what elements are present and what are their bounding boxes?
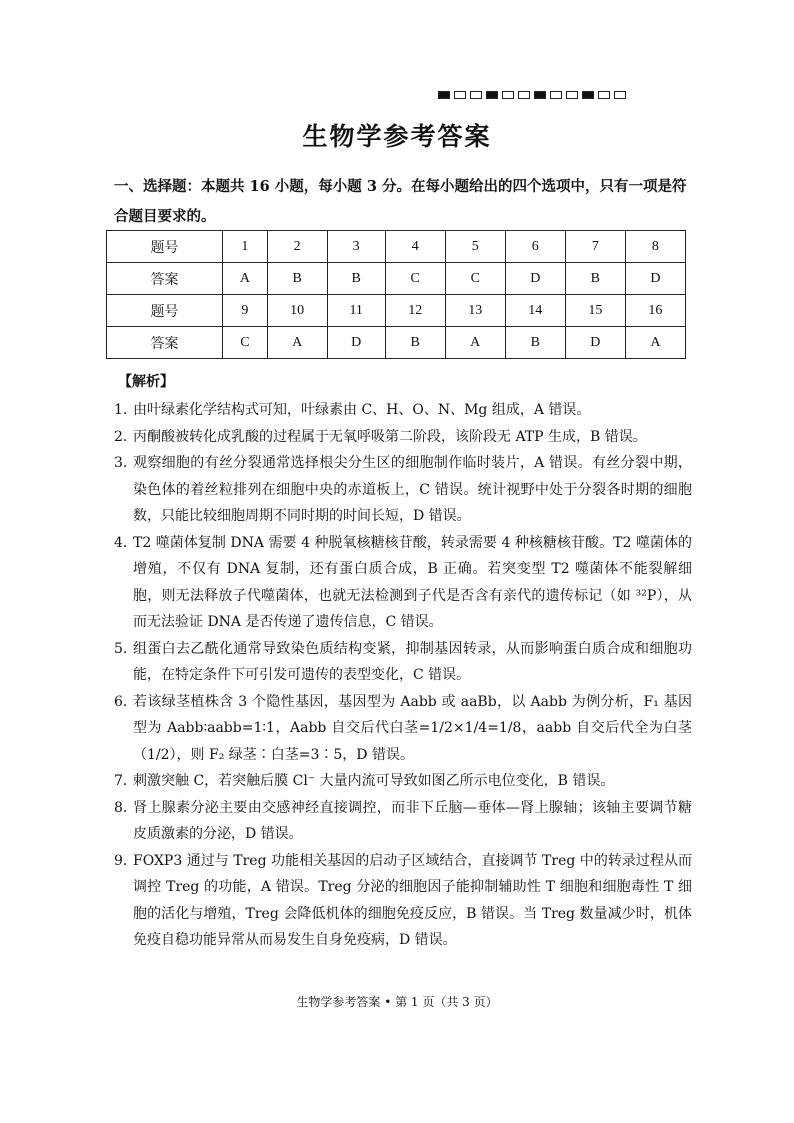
table-cell: 2 <box>267 231 327 263</box>
table-row <box>107 295 686 327</box>
table-cell: 15 <box>565 295 625 327</box>
list-item <box>114 848 692 954</box>
header-squares <box>438 91 626 99</box>
page-title: 生物学参考答案 <box>302 122 492 151</box>
item-text: 丙酮酸被转化成乳酸的过程属于无氧呼吸第二阶段，该阶段无 ATP 生成，B 错误。 <box>133 428 647 445</box>
list-item <box>114 424 692 451</box>
table-cell: A <box>223 263 268 295</box>
list-item <box>114 636 692 689</box>
item-number: 3． <box>114 455 137 471</box>
item-number: 1． <box>114 402 137 418</box>
page-footer: 生物学参考答案 • 第 1 页（共 3 页） <box>296 995 498 1009</box>
header-square <box>566 91 578 99</box>
table-cell: 1 <box>223 231 268 263</box>
header-square <box>470 91 482 99</box>
table-cell: 16 <box>625 295 685 327</box>
table-cell: B <box>267 263 327 295</box>
header-square <box>598 91 610 99</box>
item-number: 5． <box>114 640 137 657</box>
item-text: FOXP3 通过与 Treg 功能相关基因的启动子区域结合，直接调节 Treg 中的转录过程从而调控 Treg 的功能，A 错误。Treg 分泌的细胞因子能抑制辅助性 T 细胞和细胞毒性 T 细胞的活化与增殖，Treg 会降低机体的细胞免疫反应，B 错误。当 Treg 数量减少时，机体免疫自稳功能异常从而易发生自身免疫病，D 错误。 <box>133 852 692 948</box>
item-text: 由叶绿素化学结构式可知，叶绿素由 C、H、O、N、Mg 组成，A 错误。 <box>133 402 591 418</box>
item-text: 若该绿茎植株含 3 个隐性基因，基因型为 Aabb 或 aaBb，以 Aabb 为例分析，F₁ 基因型为 Aabb∶aabb=1∶1，Aabb 自交后代白茎=1/2×1/4=1/8，aabb 自交后代全为白茎（1/2），则 F₂ 绿茎∶白茎=3∶5，D 错误。 <box>133 693 692 763</box>
table-cell: 7 <box>565 231 625 263</box>
table-cell: C <box>223 327 268 359</box>
list-item <box>114 768 692 795</box>
row-label: 题号 <box>107 295 223 327</box>
table-cell: C <box>385 263 445 295</box>
table-cell: 12 <box>385 295 445 327</box>
table-cell: 4 <box>385 231 445 263</box>
item-number: 9． <box>114 852 137 869</box>
item-number: 7． <box>114 773 137 789</box>
header-square <box>454 91 466 99</box>
analysis-list <box>114 397 692 954</box>
header-square <box>534 91 546 99</box>
table-cell: B <box>505 327 565 359</box>
item-number: 6． <box>114 693 137 710</box>
table-row <box>107 263 686 295</box>
table-cell: D <box>505 263 565 295</box>
table-cell: 13 <box>445 295 505 327</box>
header-square <box>614 91 626 99</box>
table-cell: D <box>565 327 625 359</box>
table-cell: A <box>445 327 505 359</box>
item-text: 刺激突触 C，若突触后膜 Cl⁻ 大量内流可导致如图乙所示电位变化，B 错误。 <box>133 773 615 789</box>
header-square <box>582 91 594 99</box>
table-cell: 14 <box>505 295 565 327</box>
table-cell: 10 <box>267 295 327 327</box>
list-item <box>114 795 692 848</box>
header-square <box>550 91 562 99</box>
table-row <box>107 327 686 359</box>
list-item <box>114 530 692 636</box>
analysis-title: 【解析】 <box>118 374 174 390</box>
table-cell: D <box>625 263 685 295</box>
table-cell: 8 <box>625 231 685 263</box>
header-square <box>438 91 450 99</box>
table-cell: 3 <box>327 231 385 263</box>
table-row <box>107 231 686 263</box>
row-label: 答案 <box>107 327 223 359</box>
list-item <box>114 450 692 530</box>
header-square <box>502 91 514 99</box>
table-cell: B <box>327 263 385 295</box>
row-label: 题号 <box>107 231 223 263</box>
item-text: 组蛋白去乙酰化通常导致染色质结构变紧，抑制基因转录，从而影响蛋白质合成和细胞功能，在特定条件下可引发可遗传的表型变化，C 错误。 <box>133 640 692 683</box>
header-square <box>486 91 498 99</box>
section-heading: 一、选择题：本题共 16 小题，每小题 3 分。在每小题给出的四个选项中，只有一项是符合题目要求的。 <box>114 178 687 225</box>
answer-table <box>106 230 686 359</box>
table-cell: A <box>625 327 685 359</box>
table-cell: 6 <box>505 231 565 263</box>
header-square <box>518 91 530 99</box>
table-cell: 11 <box>327 295 385 327</box>
item-number: 4． <box>114 534 137 551</box>
item-text: 肾上腺素分泌主要由交感神经直接调控，而非下丘脑—垂体—肾上腺轴；该轴主要调节糖皮质激素的分泌，D 错误。 <box>133 799 692 842</box>
table-cell: 5 <box>445 231 505 263</box>
table-cell: A <box>267 327 327 359</box>
item-number: 8． <box>114 799 137 816</box>
table-cell: 9 <box>223 295 268 327</box>
table-cell: B <box>385 327 445 359</box>
table-cell: D <box>327 327 385 359</box>
item-text: 观察细胞的有丝分裂通常选择根尖分生区的细胞制作临时装片，A 错误。有丝分裂中期，染色体的着丝粒排列在细胞中央的赤道板上，C 错误。统计视野中处于分裂各时期的细胞数，只能比较细胞周期不同时期的时间长短，D 错误。 <box>133 455 692 524</box>
item-text: T2 噬菌体复制 DNA 需要 4 种脱氧核糖核苷酸，转录需要 4 种核糖核苷酸。T2 噬菌体的增殖，不仅有 DNA 复制，还有蛋白质合成，B 正确。若突变型 T2 噬菌体不能裂解细胞，则无法释放子代噬菌体，也就无法检测到子代是否含有亲代的遗传标记（如 ³²P），从而无法验证 DNA 是否传递了遗传信息，C 错误。 <box>133 534 692 630</box>
row-label: 答案 <box>107 263 223 295</box>
table-cell: B <box>565 263 625 295</box>
list-item <box>114 689 692 769</box>
list-item <box>114 397 692 424</box>
table-cell: C <box>445 263 505 295</box>
item-number: 2． <box>114 428 137 445</box>
